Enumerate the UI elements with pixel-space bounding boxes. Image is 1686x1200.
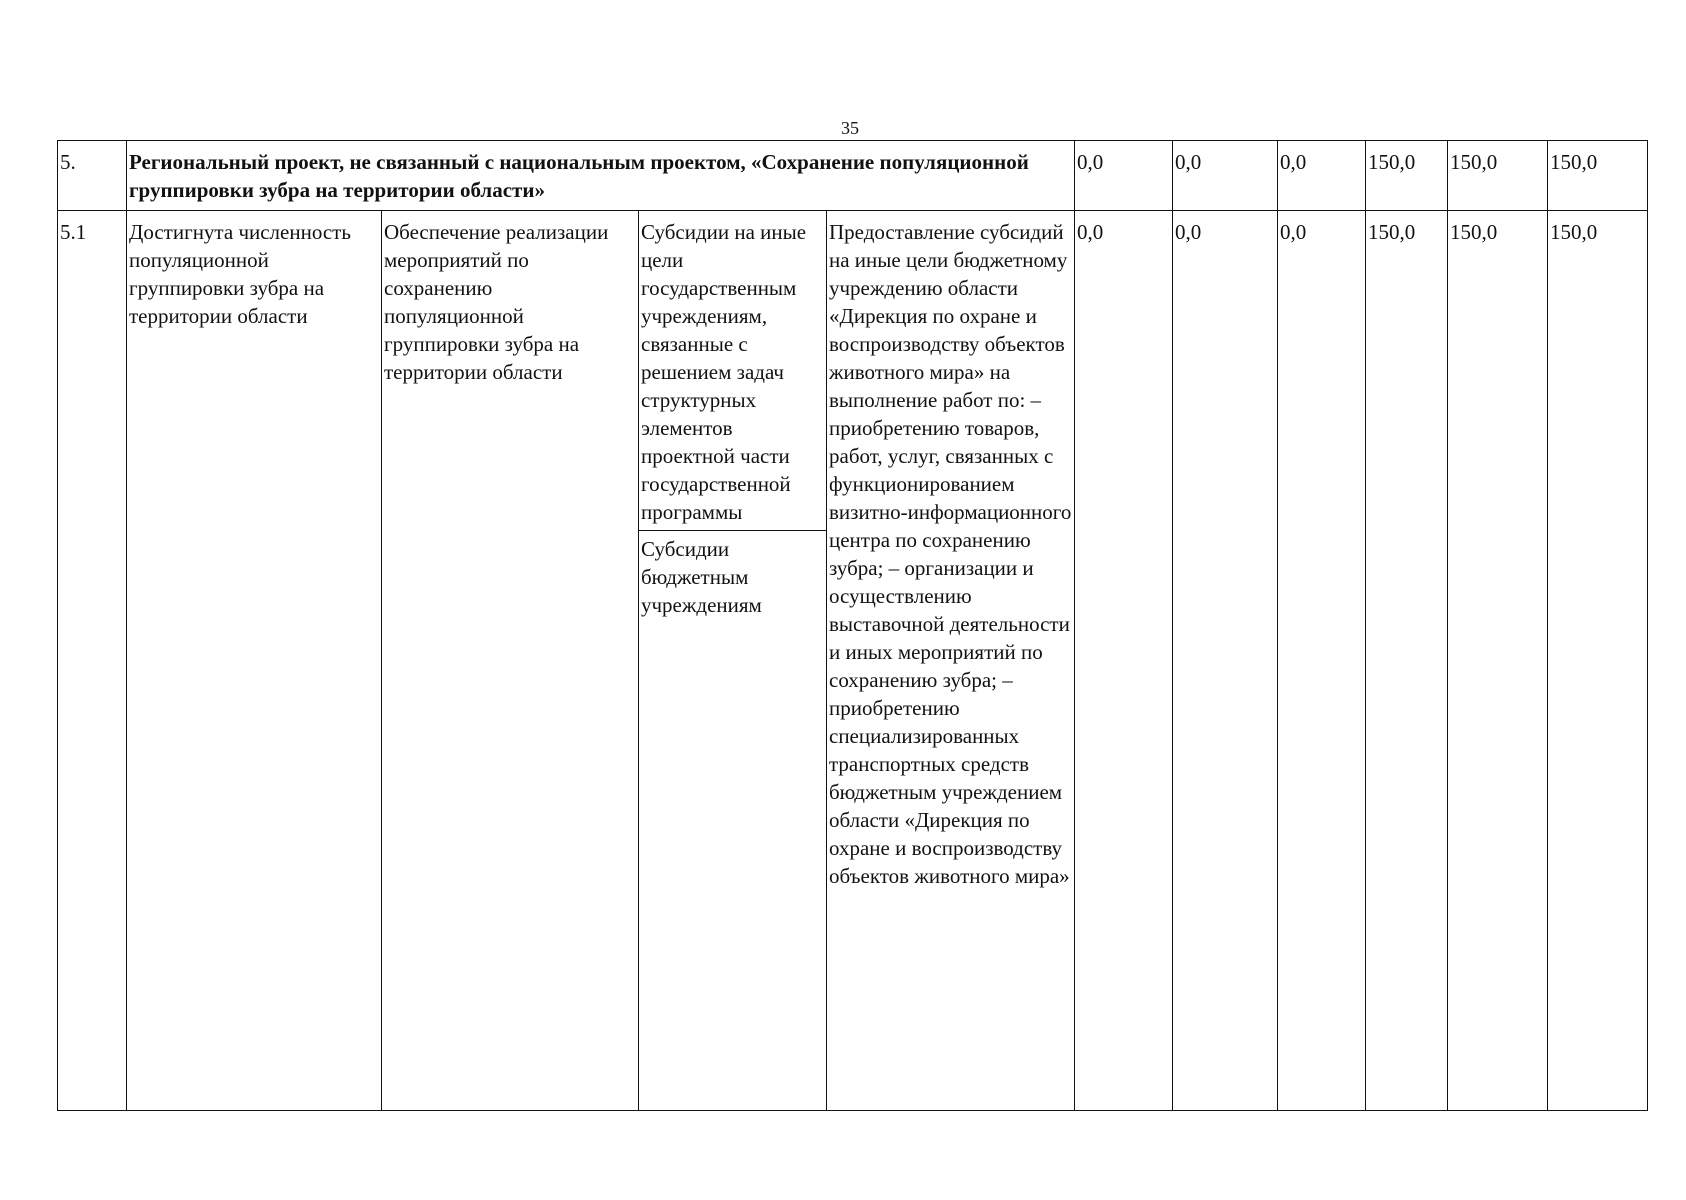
value-cell: 150,0 [1548, 141, 1648, 211]
value-cell: 150,0 [1548, 211, 1648, 1111]
value-cell: 150,0 [1448, 211, 1548, 1111]
value-cell: 0,0 [1173, 141, 1278, 211]
value-cell: 0,0 [1075, 141, 1173, 211]
table-row-project-5 [58, 141, 1648, 211]
subsidy-type-1: Субсидии на иные цели государственным учреждениям, связанные с решением задач структурных элементов проектной части государственной программы [639, 211, 826, 531]
table-row-5-1 [58, 211, 1648, 1111]
page-number: 35 [841, 118, 859, 138]
row-number: 5. [58, 141, 127, 211]
subsidy-type-2: Субсидии бюджетным учреждениям [641, 537, 762, 617]
value-cell: 150,0 [1366, 141, 1448, 211]
value-cell: 150,0 [1448, 141, 1548, 211]
result-cell: Достигнута численность популяционной группировки зубра на территории области [127, 211, 382, 1111]
project-title: Региональный проект, не связанный с национальным проектом, «Сохранение популяционной группировки зубра на территории области» [127, 141, 1075, 211]
budget-table [57, 140, 1648, 1111]
event-cell: Обеспечение реализации мероприятий по сохранению популяционной группировки зубра на территории области [382, 211, 639, 1111]
value-cell: 0,0 [1278, 141, 1366, 211]
value-cell: 0,0 [1173, 211, 1278, 1111]
value-cell: 0,0 [1075, 211, 1173, 1111]
row-number: 5.1 [58, 211, 127, 1111]
subsidy-type-cell [639, 211, 827, 1111]
description-cell: Предоставление субсидий на иные цели бюджетному учреждению области «Дирекция по охране и воспроизводству объектов животного мира» на выполнение работ по: – приобретению товаров, работ, услуг, связанных с функционированием визитно-информационного центра по сохранению зубра; – организации и осуществлению выставочной деятельности и иных мероприятий по сохранению зубра; – приобретению специализированных транспортных средств бюджетным учреждением области «Дирекция по охране и воспроизводству объектов животного мира» [827, 211, 1075, 1111]
value-cell: 150,0 [1366, 211, 1448, 1111]
value-cell: 0,0 [1278, 211, 1366, 1111]
